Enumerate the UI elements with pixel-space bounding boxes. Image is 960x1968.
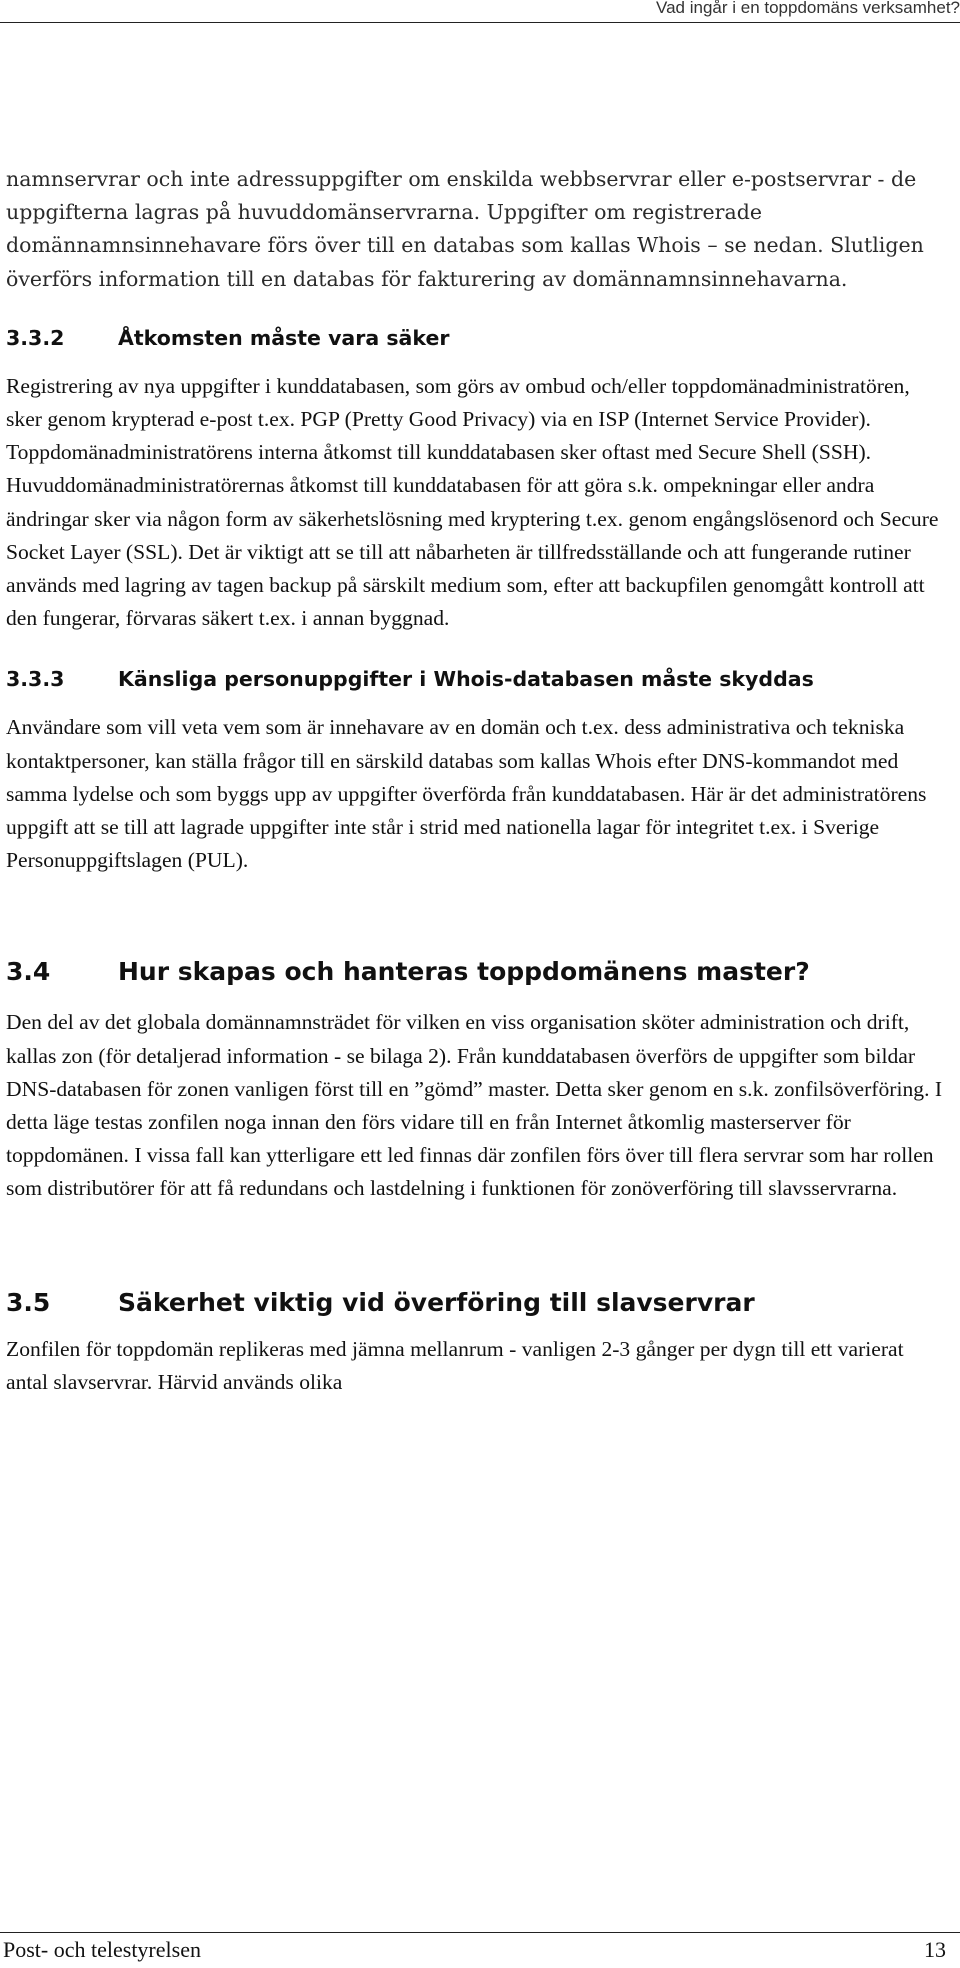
section-number: 3.4 <box>6 957 51 987</box>
page-footer <box>0 1937 946 1963</box>
section-heading-3-4 <box>6 957 946 986</box>
section-number: 3.3.2 <box>6 325 65 350</box>
intro-paragraph: namnservrar och inte adressuppgifter om enskilda webbservrar eller e-postservrar - de uppgifterna lagras på huvuddomänservrarna. Uppgifter om registrerade domännamnsinnehavare förs över till en databas som kallas Whois – se nedan. Slutligen överförs information till en databas för fakturering av domännamnsinnehavarna. <box>6 167 924 291</box>
section-title: Känsliga personuppgifter i Whois-databasen måste skyddas <box>118 667 814 692</box>
section-number: 3.3.3 <box>6 667 65 692</box>
section-heading-3-3-3 <box>6 667 946 691</box>
section-number: 3.5 <box>6 1287 51 1317</box>
section-title: Hur skapas och hanteras toppdomänens master? <box>118 957 810 987</box>
section-heading-3-3-2 <box>6 326 946 350</box>
page-number: 13 <box>924 1937 946 1962</box>
footer-publisher: Post- och telestyrelsen <box>3 1937 201 1962</box>
section-body-3-5: Zonfilen för toppdomän replikeras med jämna mellanrum - vanligen 2-3 gånger per dygn till ett varierat antal slavservrar. Härvid används olika <box>6 1336 904 1394</box>
section-title: Åtkomsten måste vara säker <box>118 325 450 350</box>
page-body <box>6 163 946 1399</box>
section-heading-3-5 <box>6 1288 946 1317</box>
section-body-3-3-3: Användare som vill veta vem som är innehavare av en domän och t.ex. dess administrativa och tekniska kontaktpersoner, kan ställa frågor till en särskild databas som kallas Whois efter DNS-kommandot med samma lydelse och som byggs upp av uppgifter överförda från kunddatabasen. Här är det administratörens uppgift att se till att lagrade uppgifter inte står i strid med nationella lagar för integritet t.ex. i Sverige Personuppgiftslagen (PUL). <box>6 715 927 873</box>
section-body-3-4: Den del av det globala domännamnsträdet för vilken en viss organisation sköter administration och drift, kallas zon (för detaljerad information - se bilaga 2). Från kunddatabasen överförs de uppgifter som bildar DNS-databasen för zonen vanligen först till en ”gömd” master. Detta sker genom en s.k. zonfilsöverföring. I detta läge testas zonfilen noga innan den förs vidare till en från Internet åtkomlig masterserver för toppdomänen. I vissa fall kan ytterligare ett led finnas där zonfilen förs över till flera servrar som har rollen som distributörer för att få redundans och lastdelning i funktionen för zonöverföring till slavsservrarna. <box>6 1010 943 1201</box>
running-header-title: Vad ingår i en toppdomäns verksamhet? <box>656 0 960 17</box>
section-body-3-3-2: Registrering av nya uppgifter i kunddatabasen, som görs av ombud och/eller toppdomänadministratören, sker genom krypterad e-post t.ex. PGP (Pretty Good Privacy) via en ISP (Internet Service Provider). Toppdomänadministratörens interna åtkomst till kunddatabasen sker oftast med Secure Shell (SSH). Huvuddomänadministratörernas åtkomst till kunddatabasen för att göra s.k. ompekningar eller andra ändringar sker via någon form av säkerhetslösning med kryptering t.ex. genom engångslösenord och Secure Socket Layer (SSL). Det är viktigt att se till att nåbarheten är tillfredsställande och att fungerande rutiner används med lagring av tagen backup på särskilt medium som, efter att backupfilen genomgått kontroll att den fungerar, förvaras säkert t.ex. i annan byggnad. <box>6 373 939 631</box>
footer-divider <box>0 1932 960 1933</box>
running-header <box>0 0 960 23</box>
section-title: Säkerhet viktig vid överföring till slavservrar <box>118 1287 755 1317</box>
